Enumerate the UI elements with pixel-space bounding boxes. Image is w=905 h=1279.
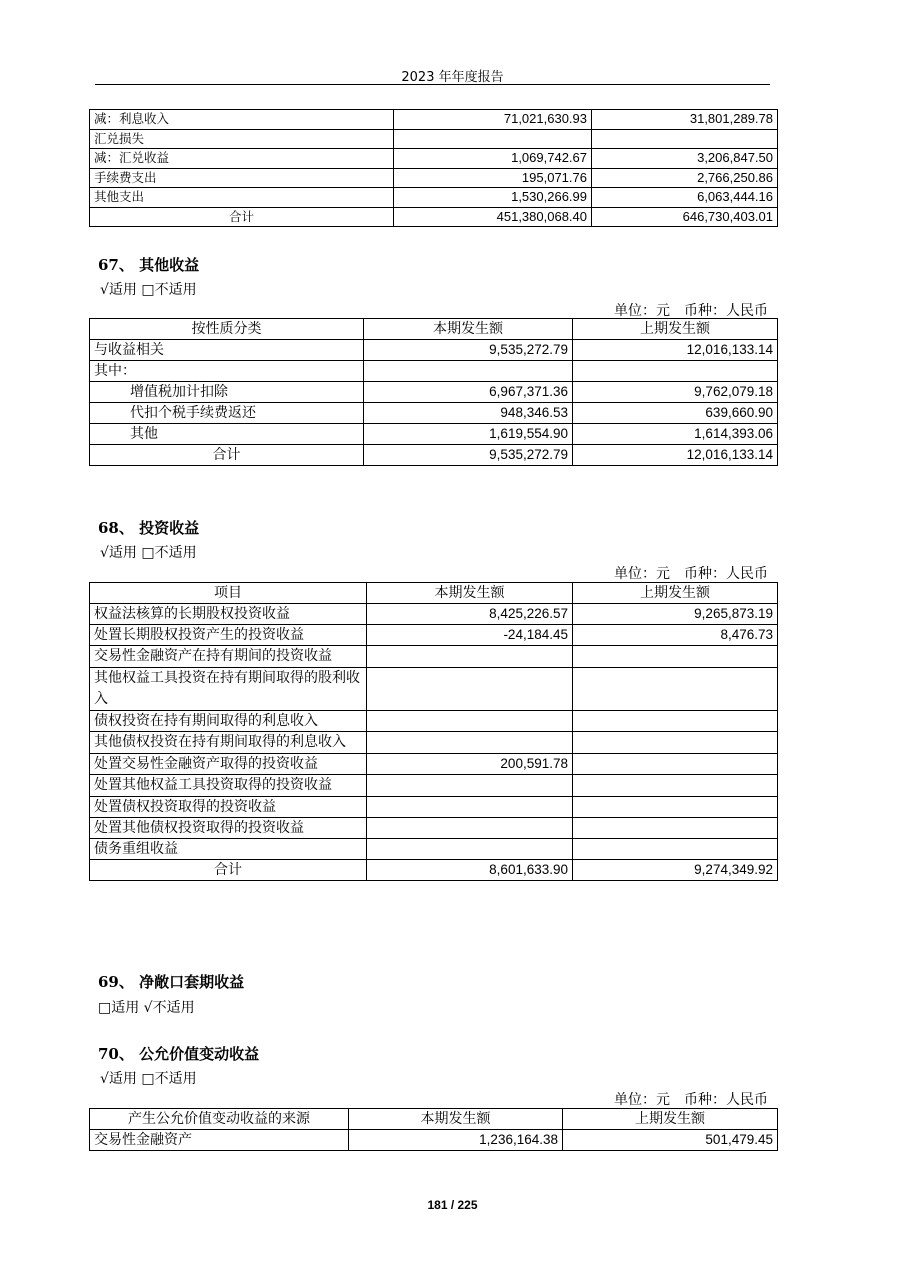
previous-amount: 501,479.45	[563, 1130, 778, 1151]
row-label: 合计	[90, 860, 367, 881]
table-row	[90, 732, 778, 754]
unit-label-68: 单位：元 币种：人民币	[614, 566, 768, 582]
row-label: 手续费支出	[90, 168, 394, 188]
row-label: 债权投资在持有期间取得的利息收入	[90, 711, 367, 732]
table-row-total	[90, 860, 778, 881]
row-label: 与收益相关	[90, 340, 364, 361]
table-row	[90, 711, 778, 732]
table-row	[90, 775, 778, 797]
unit-label-67: 单位：元 币种：人民币	[614, 303, 768, 319]
current-amount: 6,967,371.36	[364, 382, 573, 403]
row-label: 其他支出	[90, 188, 394, 208]
table-row	[90, 625, 778, 646]
current-amount: 195,071.76	[394, 168, 592, 188]
current-amount: 1,236,164.38	[349, 1130, 563, 1151]
current-amount: -24,184.45	[367, 625, 573, 646]
previous-amount	[573, 818, 778, 839]
continued-expense-table	[89, 109, 778, 227]
page-number: 181 / 225	[427, 1198, 478, 1212]
table-row	[90, 382, 778, 403]
row-label: 其中：	[90, 361, 364, 382]
current-amount: 9,535,272.79	[364, 445, 573, 466]
table-row	[90, 604, 778, 625]
column-header: 上期发生额	[573, 583, 778, 604]
column-header: 本期发生额	[349, 1109, 563, 1130]
current-amount: 948,346.53	[364, 403, 573, 424]
row-label: 权益法核算的长期股权投资收益	[90, 604, 367, 625]
previous-amount: 639,660.90	[573, 403, 778, 424]
previous-amount	[573, 797, 778, 818]
header-divider	[95, 84, 770, 85]
row-label: 代扣个税手续费返还	[90, 403, 364, 424]
applicable-indicator-69: □适用 √不适用	[98, 1000, 195, 1016]
table-header-row	[90, 319, 778, 340]
previous-amount	[573, 711, 778, 732]
row-label: 处置长期股权投资产生的投资收益	[90, 625, 367, 646]
previous-amount: 9,762,079.18	[573, 382, 778, 403]
column-header: 按性质分类	[90, 319, 364, 340]
table-row	[90, 797, 778, 818]
table-header-row	[90, 583, 778, 604]
current-amount: 200,591.78	[367, 754, 573, 775]
current-amount	[367, 732, 573, 754]
previous-amount: 3,206,847.50	[592, 149, 778, 169]
current-amount	[367, 818, 573, 839]
row-label: 其他权益工具投资在持有期间取得的股利收入	[90, 668, 367, 711]
row-label: 处置交易性金融资产取得的投资收益	[90, 754, 367, 775]
row-label: 增值税加计扣除	[90, 382, 364, 403]
row-label: 减：利息收入	[90, 110, 394, 130]
applicable-indicator-70: √适用 □不适用	[100, 1071, 197, 1087]
current-amount	[367, 775, 573, 797]
previous-amount	[573, 775, 778, 797]
current-amount	[367, 668, 573, 711]
table-row-total	[90, 207, 778, 227]
row-label: 处置其他债权投资取得的投资收益	[90, 818, 367, 839]
row-label: 交易性金融资产在持有期间的投资收益	[90, 646, 367, 668]
table-row	[90, 1130, 778, 1151]
previous-amount	[573, 668, 778, 711]
previous-amount	[573, 732, 778, 754]
row-label: 合计	[90, 207, 394, 227]
current-amount: 8,425,226.57	[367, 604, 573, 625]
table-row	[90, 149, 778, 169]
section-title-69: 69、 净敞口套期收益	[98, 973, 245, 991]
table-row	[90, 110, 778, 130]
current-amount: 451,380,068.40	[394, 207, 592, 227]
fair-value-change-table	[89, 1108, 778, 1151]
current-amount	[367, 646, 573, 668]
column-header: 本期发生额	[367, 583, 573, 604]
table-row	[90, 340, 778, 361]
section-title-70: 70、 公允价值变动收益	[98, 1045, 260, 1063]
current-amount	[367, 711, 573, 732]
previous-amount: 1,614,393.06	[573, 424, 778, 445]
row-label: 减：汇兑收益	[90, 149, 394, 169]
current-amount	[394, 129, 592, 149]
column-header: 上期发生额	[563, 1109, 778, 1130]
table-row	[90, 839, 778, 860]
row-label: 合计	[90, 445, 364, 466]
current-amount	[367, 839, 573, 860]
row-label: 其他	[90, 424, 364, 445]
current-amount: 1,619,554.90	[364, 424, 573, 445]
column-header: 本期发生额	[364, 319, 573, 340]
table-row	[90, 754, 778, 775]
previous-amount: 12,016,133.14	[573, 340, 778, 361]
section-title-67: 67、 其他收益	[98, 256, 200, 274]
table-row	[90, 646, 778, 668]
table-row	[90, 403, 778, 424]
section-title-68: 68、 投资收益	[98, 519, 200, 537]
table-row	[90, 424, 778, 445]
applicable-indicator-68: √适用 □不适用	[100, 545, 197, 561]
previous-amount	[573, 754, 778, 775]
column-header: 产生公允价值变动收益的来源	[90, 1109, 349, 1130]
current-amount	[364, 361, 573, 382]
row-label: 其他债权投资在持有期间取得的利息收入	[90, 732, 367, 754]
investment-income-table	[89, 582, 778, 881]
other-income-table	[89, 318, 778, 466]
applicable-indicator-67: √适用 □不适用	[100, 282, 197, 298]
row-label: 债务重组收益	[90, 839, 367, 860]
row-label: 交易性金融资产	[90, 1130, 349, 1151]
report-header-title: 2023 年年度报告	[401, 70, 504, 85]
previous-amount	[592, 129, 778, 149]
table-header-row	[90, 1109, 778, 1130]
previous-amount: 6,063,444.16	[592, 188, 778, 208]
previous-amount: 31,801,289.78	[592, 110, 778, 130]
column-header: 项目	[90, 583, 367, 604]
table-row-total	[90, 445, 778, 466]
previous-amount: 8,476.73	[573, 625, 778, 646]
column-header: 上期发生额	[573, 319, 778, 340]
previous-amount: 9,274,349.92	[573, 860, 778, 881]
previous-amount: 2,766,250.86	[592, 168, 778, 188]
table-row	[90, 818, 778, 839]
previous-amount	[573, 839, 778, 860]
row-label: 处置债权投资取得的投资收益	[90, 797, 367, 818]
previous-amount	[573, 361, 778, 382]
table-row	[90, 188, 778, 208]
row-label: 汇兑损失	[90, 129, 394, 149]
current-amount: 1,069,742.67	[394, 149, 592, 169]
previous-amount	[573, 646, 778, 668]
table-row	[90, 168, 778, 188]
current-amount: 9,535,272.79	[364, 340, 573, 361]
current-amount: 1,530,266.99	[394, 188, 592, 208]
previous-amount: 12,016,133.14	[573, 445, 778, 466]
table-row	[90, 668, 778, 711]
table-row	[90, 361, 778, 382]
current-amount: 71,021,630.93	[394, 110, 592, 130]
current-amount	[367, 797, 573, 818]
current-amount: 8,601,633.90	[367, 860, 573, 881]
row-label: 处置其他权益工具投资取得的投资收益	[90, 775, 367, 797]
table-row	[90, 129, 778, 149]
previous-amount: 646,730,403.01	[592, 207, 778, 227]
unit-label-70: 单位：元 币种：人民币	[614, 1092, 768, 1108]
previous-amount: 9,265,873.19	[573, 604, 778, 625]
